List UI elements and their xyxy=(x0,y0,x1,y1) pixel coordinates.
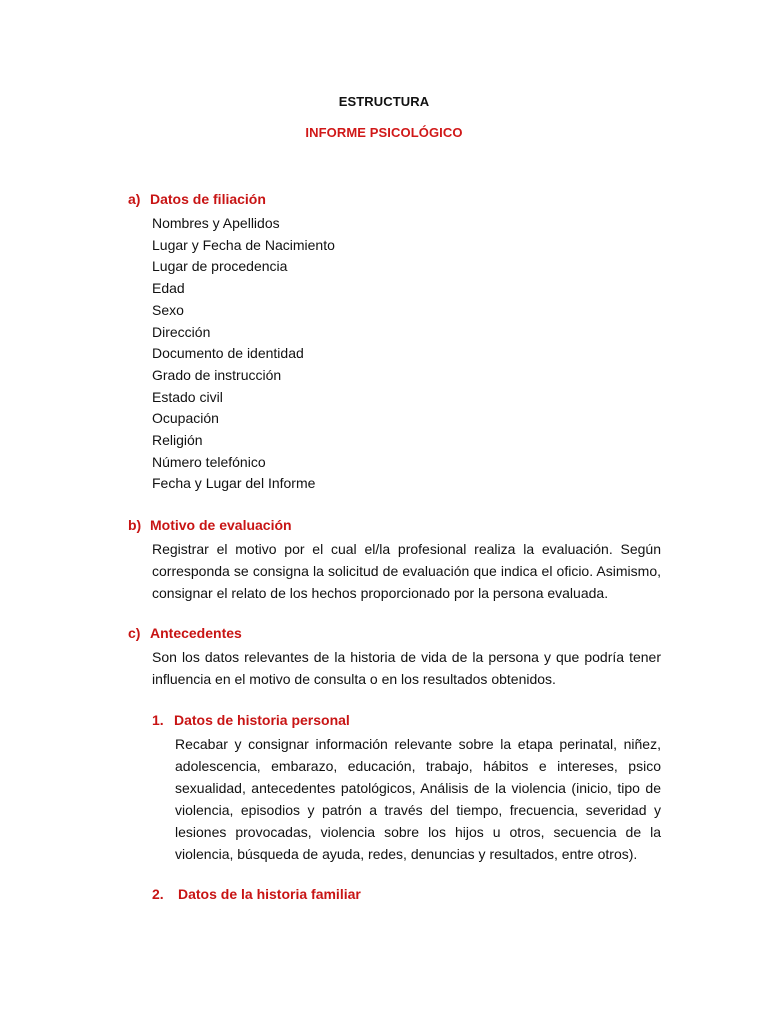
section-a-heading xyxy=(128,191,266,207)
subsection-2-heading xyxy=(152,886,361,902)
list-item: Número telefónico xyxy=(152,453,266,470)
subsection-2-marker: 2. xyxy=(152,886,164,902)
list-item: Nombres y Apellidos xyxy=(152,215,280,231)
section-b-heading xyxy=(128,517,292,533)
list-item: Lugar y Fecha de Nacimiento xyxy=(152,236,335,253)
list-item: Estado civil xyxy=(152,388,223,405)
subsection-1-title: Datos de historia personal xyxy=(174,712,350,728)
list-item: Fecha y Lugar del Informe xyxy=(152,475,316,492)
section-a-marker: a) xyxy=(128,191,141,207)
subsection-1-marker: 1. xyxy=(152,712,164,728)
filiation-field-list xyxy=(152,213,335,495)
document-title: ESTRUCTURA xyxy=(338,94,430,109)
section-c-title: Antecedentes xyxy=(150,625,242,641)
list-item: Religión xyxy=(152,432,203,449)
list-item: Sexo xyxy=(152,301,184,318)
document-subtitle: INFORME PSICOLÓGICO xyxy=(305,125,463,140)
section-b-marker: b) xyxy=(128,517,142,533)
section-c-heading xyxy=(128,625,242,641)
section-b-title: Motivo de evaluación xyxy=(150,517,292,533)
subsection-1-heading xyxy=(152,712,350,728)
subsection-1-body: Recabar y consignar información relevante sobre la etapa perinatal, niñez, adolescencia, embarazo, educación, trabajo, hábitos e intereses, psico sexualidad, antecedentes patológicos, Análisis de la violencia (inicio, tipo de violencia, episodios y patrón a través del tiempo, frecuencia, severidad y lesiones provocadas, violencia sobre los hijos u otros, secuencia de la violencia, búsqueda de ayuda, redes, denuncias y resultados, entre otros). xyxy=(175,736,661,862)
list-item: Dirección xyxy=(152,323,211,340)
section-c-body: Son los datos relevantes de la historia de vida de la persona y que podría tener influencia en el motivo de consulta o en los resultados obtenidos. xyxy=(152,649,661,687)
list-item: Ocupación xyxy=(152,410,219,427)
list-item: Documento de identidad xyxy=(152,345,304,362)
section-b-body: Registrar el motivo por el cual el/la profesional realiza la evaluación. Según corresponda se consigna la solicitud de evaluación que indica el oficio. Asimismo, consignar el relato de los hechos proporcionado por la persona evaluada. xyxy=(152,541,661,601)
list-item: Lugar de procedencia xyxy=(152,258,288,275)
subsection-2-title: Datos de la historia familiar xyxy=(178,886,361,902)
list-item: Grado de instrucción xyxy=(152,366,282,383)
section-c-marker: c) xyxy=(128,625,141,641)
section-a-title: Datos de filiación xyxy=(150,191,266,207)
list-item: Edad xyxy=(152,280,185,297)
